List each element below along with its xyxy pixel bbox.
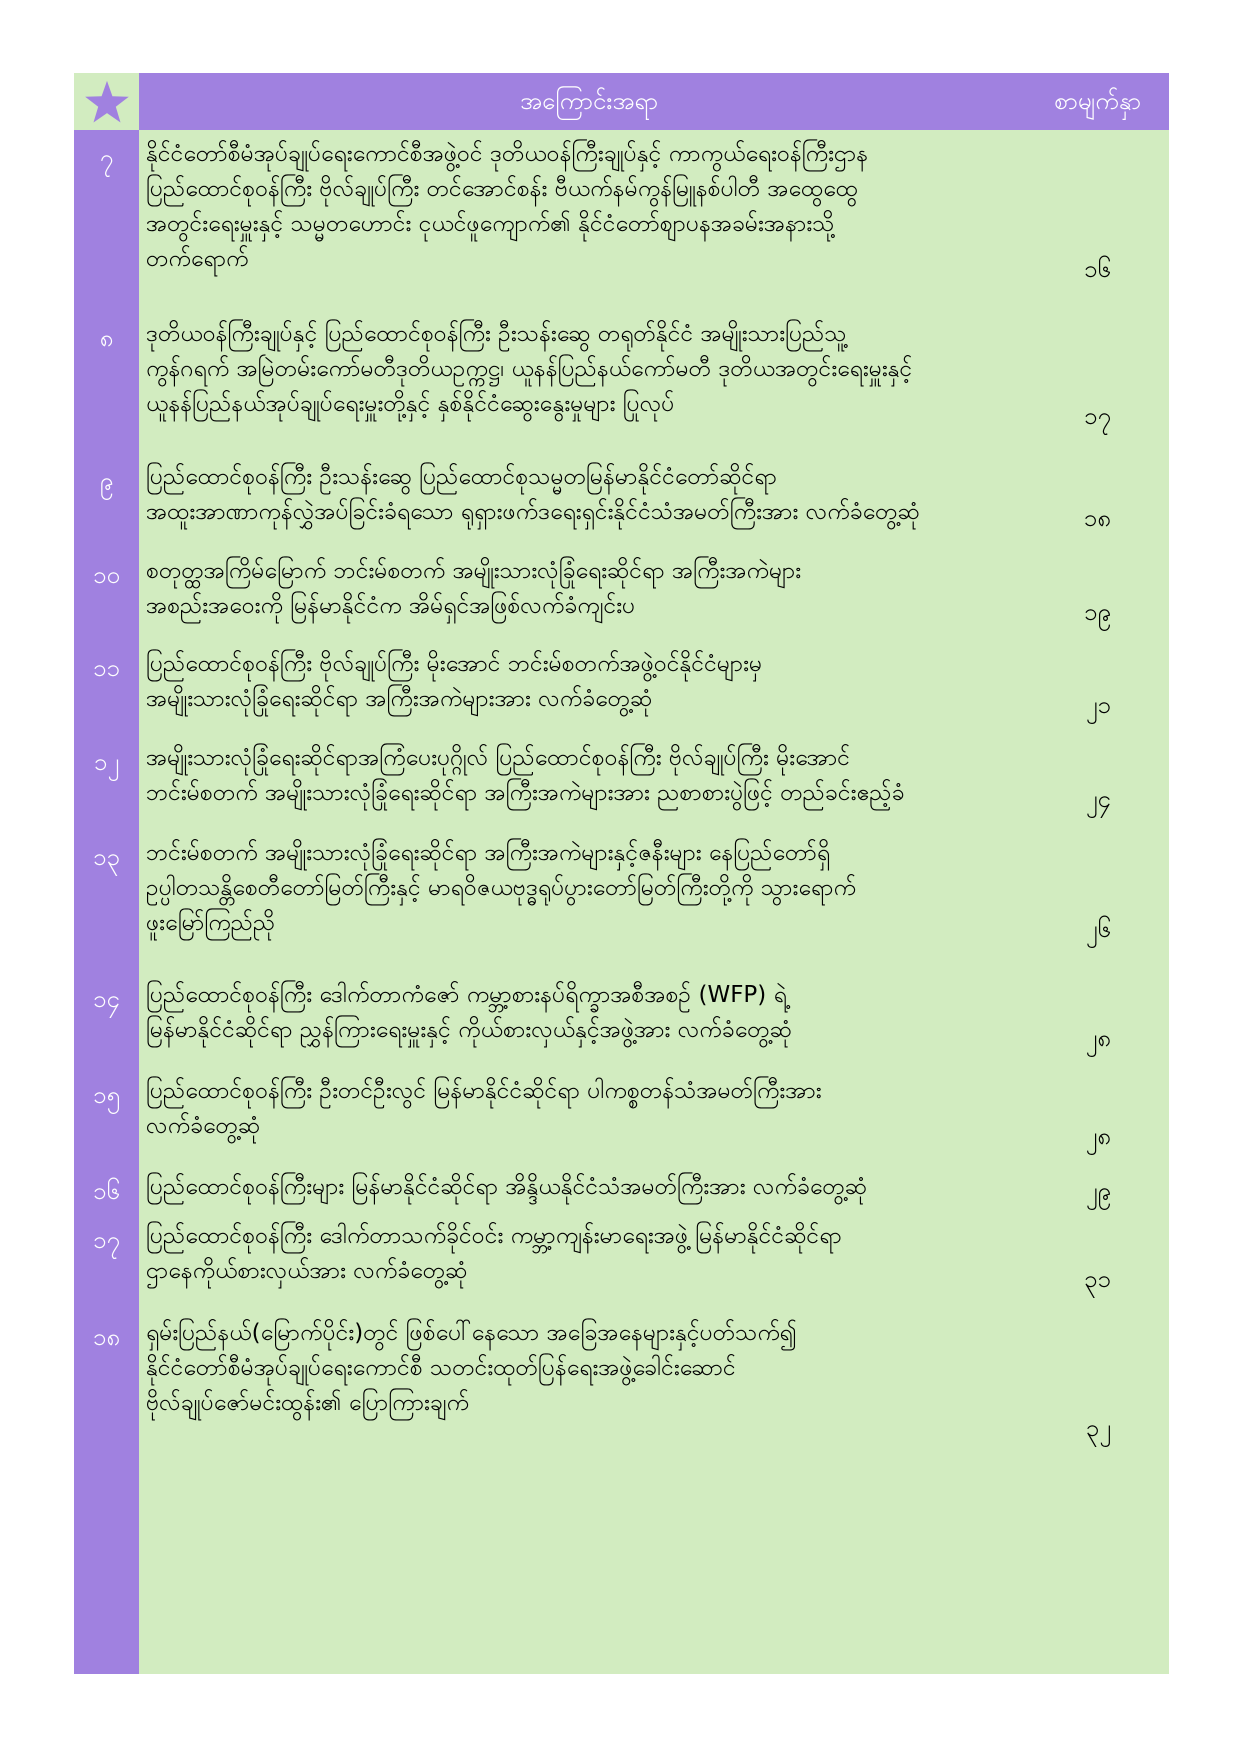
entry-title-line: ဥပ္ပါတသန္တိစေတီတော်မြတ်ကြီးနှင့် မာရဝိဇယဗုဒ္ဓရုပ်ပွားတော်မြတ်ကြီးတို့ကို သွားရောက်	[146, 875, 857, 901]
entry-title-line: ပြည်ထောင်စုဝန်ကြီး ဗိုလ်ချုပ်ကြီး မိုးအောင် ဘင်းမ်စတက်အဖွဲ့ဝင်နိုင်ငံများမှ	[146, 651, 763, 677]
entry-title	[146, 836, 1026, 941]
entry-title-line: လက်ခံတွေ့ဆုံ	[146, 1113, 261, 1139]
entry-number: ၁၁	[93, 654, 120, 682]
entry-number: ၁၈	[92, 1323, 121, 1351]
entry-title-line: ကွန်ဂရက် အမြဲတမ်းကော်မတီဒုတိယဥက္ကဋ္ဌ၊ ယူနန်ပြည်နယ်ကော်မတီ ဒုတိယအတွင်းရေးမှူးနှင့်	[146, 356, 913, 382]
entry-title	[146, 1170, 1026, 1205]
entry-number: ၁၀	[93, 561, 120, 589]
entry-number: ၇	[99, 144, 114, 172]
entry-number: ၉	[99, 467, 114, 495]
entry-title-line: မြန်မာနိုင်ငံဆိုင်ရာ ညွှန်ကြားရေးမှူးနှင့် ကိုယ်စားလှယ်နှင့်အဖွဲ့အား လက်ခံတွေ့ဆုံ	[146, 1017, 792, 1043]
entry-title-line: စတုတ္ထအကြိမ်မြောက် ဘင်းမ်စတက် အမျိုးသားလုံခြုံရေးဆိုင်ရာ အကြီးအကဲများ	[146, 558, 802, 584]
page-column-label: စာမျက်နှာ	[1054, 87, 1141, 115]
entry-title-line: ဒုတိယဝန်ကြီးချုပ်နှင့် ပြည်ထောင်စုဝန်ကြီး ဦးသန်းဆွေ တရုတ်နိုင်ငံ အမျိုးသားပြည်သူ့	[146, 321, 847, 347]
entry-page-number: ၁၇	[1084, 402, 1111, 430]
star-icon	[84, 79, 130, 125]
entry-title-line: အထူးအာဏာကုန်လွှဲအပ်ခြင်းခံရသော ရုရှားဖက်ဒရေးရှင်းနိုင်ငံသံအမတ်ကြီးအား လက်ခံတွေ့ဆုံ	[146, 499, 920, 525]
entry-title	[146, 647, 1026, 717]
entry-number: ၁၃	[93, 843, 120, 871]
entry-title-line: ယူနန်ပြည်နယ်အုပ်ချုပ်ရေးမှူးတို့နှင့် နှစ်နိုင်ငံဆွေးနွေးမှုများ ပြုလုပ်	[146, 391, 675, 417]
entry-number: ၁၄	[93, 985, 120, 1013]
entry-title-line: အတွင်းရေးမှူးနှင့် သမ္မတဟောင်း ငုယင်ဖူကျောက်၏ နိုင်ငံတော်စျာပနအခမ်းအနားသို့	[146, 211, 835, 237]
entry-title	[146, 978, 1026, 1048]
entry-title	[146, 137, 1026, 277]
entry-page-number: ၁၈	[1083, 504, 1111, 532]
entry-title-line: အစည်းအဝေးကို မြန်မာနိုင်ငံက အိမ်ရှင်အဖြစ်လက်ခံကျင်းပ	[146, 593, 636, 619]
entry-number: ၁၅	[93, 1081, 120, 1109]
entry-number: ၁၇	[93, 1226, 120, 1254]
entry-title	[146, 460, 1026, 530]
entry-page-number: ၁၉	[1084, 598, 1111, 626]
entry-page-number: ၁၆	[1084, 255, 1111, 283]
entry-title-line: အမျိုးသားလုံခြုံရေးဆိုင်ရာအကြံပေးပုဂ္ဂိုလ် ပြည်ထောင်စုဝန်ကြီး ဗိုလ်ချုပ်ကြီး မိုးအောင်	[146, 745, 851, 771]
toc-title: အကြောင်းအရာ	[520, 87, 658, 115]
entry-title	[146, 1219, 1026, 1289]
entry-title-line: ဖူးမြော်ကြည်ညို	[146, 910, 276, 936]
entry-title-line: ပြည်ထောင်စုဝန်ကြီးများ မြန်မာနိုင်ငံဆိုင်ရာ အိန္ဒိယနိုင်ငံသံအမတ်ကြီးအား လက်ခံတွေ့ဆုံ	[146, 1174, 868, 1200]
entry-number: ၁၂	[93, 748, 120, 776]
entry-title-line: ပြည်ထောင်စုဝန်ကြီး ဦးတင်ဦးလွင် မြန်မာနိုင်ငံဆိုင်ရာ ပါကစ္စတန်သံအမတ်ကြီးအား	[146, 1078, 822, 1104]
entry-number: ၈	[99, 324, 114, 352]
entry-title-line: အမျိုးသားလုံခြုံရေးဆိုင်ရာ အကြီးအကဲများအား လက်ခံတွေ့ဆုံ	[146, 686, 653, 712]
entry-title-line: နိုင်ငံတော်စီမံအုပ်ချုပ်ရေးကောင်စီအဖွဲ့ဝင် ဒုတိယဝန်ကြီးချုပ်နှင့် ကာကွယ်ရေးဝန်ကြီးဌာန	[146, 141, 869, 167]
star-cell	[74, 73, 139, 130]
entry-title-line: ရှမ်းပြည်နယ်(မြောက်ပိုင်း)တွင် ဖြစ်ပေါ်နေသော အခြေအနေများနှင့်ပတ်သက်၍	[146, 1320, 798, 1346]
entry-title	[146, 317, 1026, 422]
entry-title-line: ပြည်ထောင်စုဝန်ကြီး ဦးသန်းဆွေ ပြည်ထောင်စုသမ္မတမြန်မာနိုင်ငံတော်ဆိုင်ရာ	[146, 464, 777, 490]
entry-title	[146, 1316, 1026, 1421]
entry-title	[146, 741, 1026, 811]
entry-page-number: ၂၉	[1085, 1177, 1111, 1205]
entry-page-number: ၂၄	[1085, 785, 1111, 813]
entry-page-number: ၂၆	[1085, 915, 1111, 943]
entry-page-number: ၂၈	[1085, 1122, 1111, 1150]
entry-title	[146, 554, 1026, 624]
entry-title-line: ဘင်းမ်စတက် အမျိုးသားလုံခြုံရေးဆိုင်ရာ အကြီးအကဲများအား ညစာစားပွဲဖြင့် တည်ခင်းဧည့်ခံ	[146, 780, 905, 806]
entry-title	[146, 1074, 1026, 1144]
toc-header	[139, 73, 1169, 130]
table-of-contents	[74, 73, 1169, 1674]
entry-page-number: ၃၂	[1085, 1414, 1111, 1442]
entry-title-line: ပြည်ထောင်စုဝန်ကြီး ဒေါက်တာသက်ခိုင်ဝင်း ကမ္ဘာ့ကျန်းမာရေးအဖွဲ့ မြန်မာနိုင်ငံဆိုင်ရာ	[146, 1223, 842, 1249]
entry-page-number: ၂၈	[1085, 1024, 1111, 1052]
entry-title-line: ဌာနေကိုယ်စားလှယ်အား လက်ခံတွေ့ဆုံ	[146, 1258, 468, 1284]
entry-title-line: ဘင်းမ်စတက် အမျိုးသားလုံခြုံရေးဆိုင်ရာ အကြီးအကဲများနှင့်ဇနီးများ နေပြည်တော်ရှိ	[146, 840, 831, 866]
entry-page-number: ၂၁	[1085, 691, 1111, 719]
entry-number: ၁၆	[93, 1177, 120, 1205]
entry-title-line: ပြည်ထောင်စုဝန်ကြီး ဗိုလ်ချုပ်ကြီး တင်အောင်စန်း ဗီယက်နမ်ကွန်မြူနစ်ပါတီ အထွေထွေ	[146, 176, 858, 202]
entry-title-line: ပြည်ထောင်စုဝန်ကြီး ဒေါက်တာကံဇော် ကမ္ဘာ့စားနပ်ရိက္ခာအစီအစဉ် (WFP) ရဲ့	[146, 982, 787, 1008]
entry-page-number: ၃၁	[1084, 1265, 1111, 1293]
entry-title-line: တက်ရောက်	[146, 246, 249, 272]
entry-title-line: နိုင်ငံတော်စီမံအုပ်ချုပ်ရေးကောင်စီ သတင်းထုတ်ပြန်ရေးအဖွဲ့ခေါင်းဆောင်	[146, 1355, 736, 1381]
entry-title-line: ဗိုလ်ချုပ်ဇော်မင်းထွန်း၏ ပြောကြားချက်	[146, 1390, 469, 1416]
